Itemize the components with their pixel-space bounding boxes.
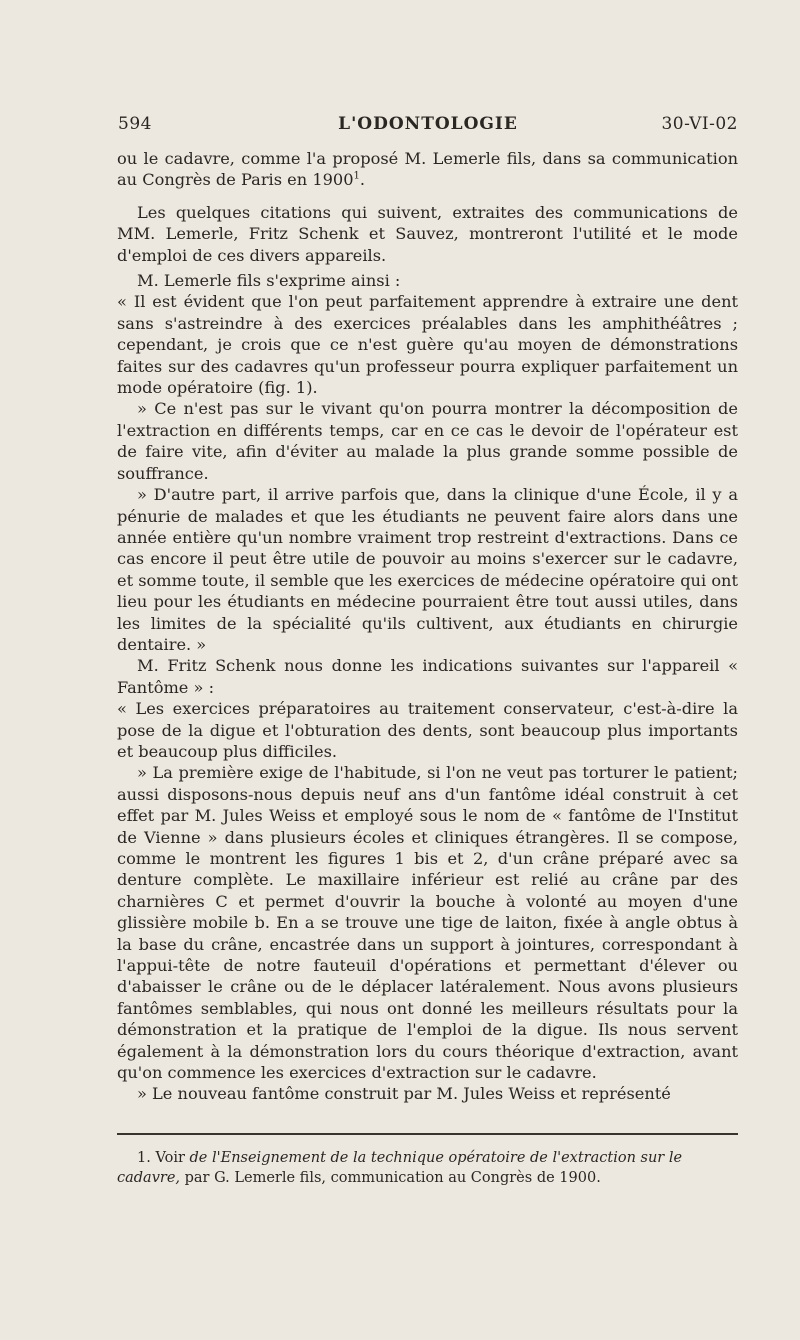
paragraph: » Le nouveau fantôme construit par M. Jules Weiss et représenté <box>137 1084 671 1104</box>
paragraph: « Les exercices préparatoires au traitement conservateur, c'est-à-dire la pose de la digue et l'obturation des dents, sont beaucoup plus importants et beaucoup plus difficiles. <box>117 699 738 761</box>
footnote-ref: 1 <box>353 171 360 183</box>
footnote-separator <box>117 1133 738 1135</box>
page-number: 594 <box>118 114 152 134</box>
paragraph: » D'autre part, il arrive parfois que, dans la clinique d'une École, il y a pénurie de malades et que les étudiants ne peuvent faire alors dans une année entière qu'un nombre vraiment trop restreint d'extractions. Dans ce cas encore il peut être utile de pouvoir au moins s'exercer sur le cadavre, et somme toute, il semble que les exercices de médecine opératoire qui ont lieu pour les étudiants en médecine pourraient être tout aussi utiles, dans les limites de la spécialité qu'ils cultivent, aux étudiants en chirurgie dentaire. » <box>117 485 738 654</box>
paragraph: Les quelques citations qui suivent, extraites des communications de MM. Lemerle, Fritz Schenk et Sauvez, montreront l'utilité et le mode d'emploi de ces divers appareils. <box>117 202 738 265</box>
paragraph: M. Lemerle fils s'exprime ainsi : <box>137 271 401 291</box>
footnote <box>117 1148 738 1188</box>
body-text <box>117 148 738 1105</box>
paragraph: « Il est évident que l'on peut parfaitement apprendre à extraire une dent sans s'astreindre à des exercices préalables dans les amphithéâtres ; cependant, je crois que ce n'est guère qu'au moyen de démonstrations faites sur des cadavres qu'un professeur pourra expliquer parfaitement un mode opératoire (fig. 1). <box>117 292 738 398</box>
paragraph: ou le cadavre, comme l'a proposé M. Lemerle fils, dans sa communication au Congrès de Paris en 1900$^1$. <box>117 149 738 190</box>
paragraph: » Ce n'est pas sur le vivant qu'on pourra montrer la décomposition de l'extraction en différents temps, car en ce cas le devoir de l'opérateur est de faire vite, afin d'éviter au malade la plus grande somme possible de souffrance. <box>117 399 738 483</box>
journal-title: L'ODONTOLOGIE <box>338 114 518 134</box>
paragraph: M. Fritz Schenk nous donne les indications suivantes sur l'appareil « Fantôme » : <box>117 656 738 697</box>
paragraph: » La première exige de l'habitude, si l'on ne veut pas torturer le patient; aussi disposons-nous depuis neuf ans d'un fantôme idéal construit à cet effet par M. Jules Weiss et employé sous le nom de « fantôme de l'Institut de Vienne » dans plusieurs écoles et cliniques étrangères. Il se compose, comme le montrent les figures 1 bis et 2, d'un crâne préparé avec sa denture complète. Le maxillaire inférieur est relié au crâne par des charnières C et permet d'ouvrir la bouche à volonté au moyen d'une glissière mobile b. En a se trouve une tige de laiton, fixée à angle obtus à la base du crâne, encastrée dans un support à jointures, correspondant à l'appui-tête de notre fauteuil d'opérations et permettant d'élever ou d'abaisser le crâne ou de le déplacer latéralement. Nous avons plusieurs fantômes semblables, qui nous ont donné les meilleurs résultats pour la démonstration et la pratique de l'emploi de la digue. Ils nous servent également à la démonstration lors du cours théorique d'extraction, avant qu'on commence les exercices d'extraction sur le cadavre. <box>117 763 738 1083</box>
footnote-text: 1. Voir de l'Enseignement de la technique opératoire de l'extraction sur le cadavre, par G. Lemerle fils, communication au Congrès de 1900. <box>117 1150 683 1186</box>
running-header <box>118 114 738 140</box>
issue-date: 30-VI-02 <box>661 114 738 134</box>
